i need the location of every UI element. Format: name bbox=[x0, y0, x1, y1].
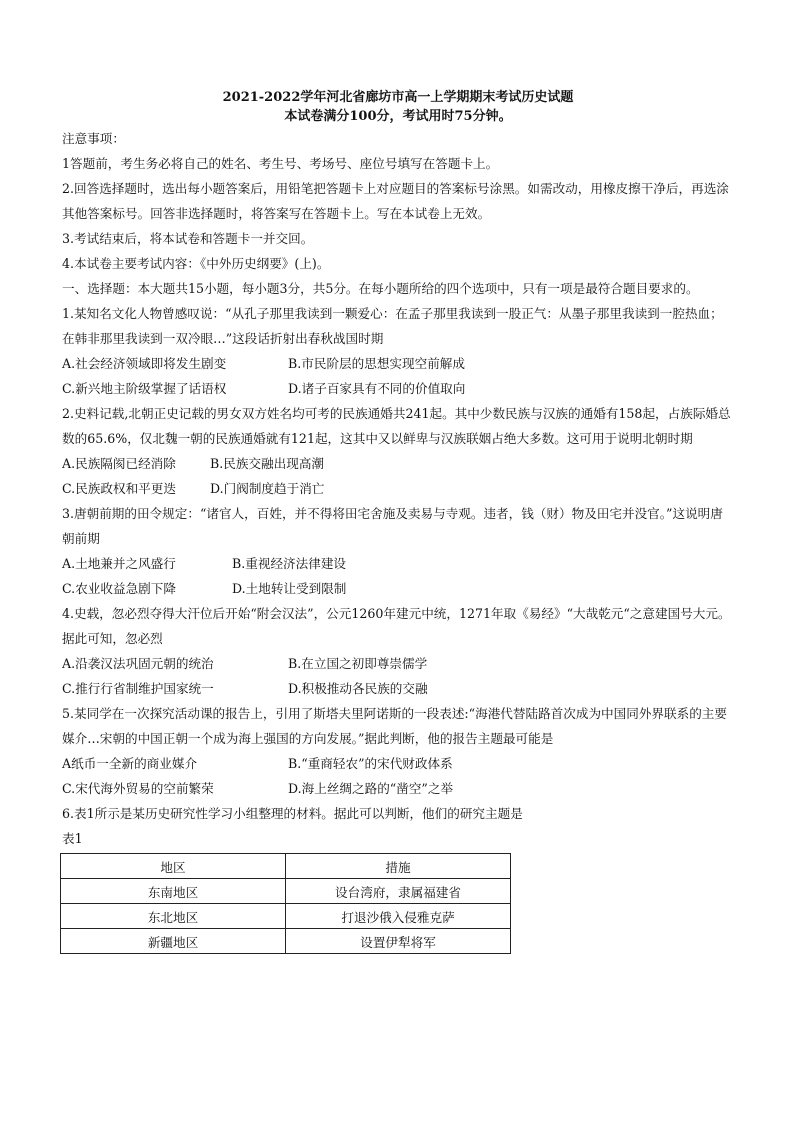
table-row bbox=[61, 879, 511, 904]
option-b: B.重视经济法律建设 bbox=[232, 556, 347, 571]
table-caption: 表1 bbox=[62, 831, 83, 846]
options bbox=[62, 351, 734, 401]
note-item: 4.本试卷主要考试内容：《中外历史纲要》(上)。 bbox=[62, 256, 330, 271]
exam-page bbox=[62, 88, 734, 954]
table-cell: 东北地区 bbox=[61, 904, 286, 929]
option-a: A.民族隔阂已经消除 bbox=[62, 456, 176, 471]
note-item: 2.回答选择题时，选出每小题答案后，用铅笔把答题卡上对应题目的答案标号涂黑。如需改动，用橡皮擦干净后，再选涂其他答案标号。回答非选择题时，将答案写在答题卡上。写在本试卷上无效。 bbox=[62, 181, 729, 221]
table-row bbox=[61, 904, 511, 929]
table-cell: 新疆地区 bbox=[61, 929, 286, 954]
question-stem: 2.史料记载,北朝正史记载的男女双方姓名均可考的民族通婚共241起。其中少数民族与汉族的通婚有158起，占族际婚总数的65.6%，仅北魏一朝的民族通婚就有121起，这其中又以鲜卑与汉族联姻占绝大多数。这可用于说明北朝时期 bbox=[62, 406, 731, 446]
option-a: A.社会经济领域即将发生剧变 bbox=[62, 356, 227, 371]
option-c: C.民族政权和平更迭 bbox=[62, 481, 176, 496]
note-item: 3.考试结束后，将本试卷和答题卡一并交回。 bbox=[62, 231, 314, 246]
option-d: D.海上丝绸之路的“凿空”之举 bbox=[288, 781, 454, 796]
table-header-row bbox=[61, 854, 511, 879]
option-b: B.民族交融出现高潮 bbox=[210, 456, 325, 471]
option-a: A纸币一全新的商业媒介 bbox=[62, 756, 198, 771]
option-d: D.土地转让受到限制 bbox=[232, 581, 347, 596]
options bbox=[62, 551, 734, 601]
table-header-cell: 地区 bbox=[61, 854, 286, 879]
option-d: D.门阀制度趋于消亡 bbox=[210, 481, 325, 496]
note-item: 1答题前，考生务必将自己的姓名、考生号、考场号、座位号填写在答题卡上。 bbox=[62, 156, 499, 171]
table-cell: 打退沙俄入侵雅克萨 bbox=[286, 904, 511, 929]
option-c: C.宋代海外贸易的空前繁荣 bbox=[62, 781, 214, 796]
question-stem: 5.某同学在一次探究活动课的报告上，引用了斯塔夫里阿诺斯的一段表述:“海港代替陆路首次成为中国同外界联系的主要媒介…宋朝的中国正朝一个成为海上强国的方向发展。”据此判断，他的报告主题最可能是 bbox=[62, 706, 727, 746]
options bbox=[62, 451, 734, 501]
question-stem: 4.史载，忽必烈夺得大汗位后开始“附会汉法”，公元1260年建元中统，1271年取《易经》“大哉乾元“之意建国号大元。据此可知，忽必烈 bbox=[62, 606, 731, 646]
notes-heading: 注意事项： bbox=[62, 131, 125, 146]
option-c: C.新兴地主阶级掌握了话语权 bbox=[62, 381, 227, 396]
option-c: C.推行行省制维护国家统一 bbox=[62, 681, 214, 696]
option-c: C.农业收益急剧下降 bbox=[62, 581, 176, 596]
option-b: B.在立国之初即尊崇儒学 bbox=[288, 656, 428, 671]
table-cell: 设台湾府，隶属福建省 bbox=[286, 879, 511, 904]
question-stem: 1.某知名文化人物曾感叹说：“从孔子那里我读到一颗爱心：在孟子那里我读到一股正气：从墨子那里我读到一腔热血；在韩非那里我读到一双冷眼…”这段话折射出春秋战国时期 bbox=[62, 306, 723, 346]
option-d: D.积极推动各民族的交融 bbox=[288, 681, 428, 696]
section-heading: 一、选择题：本大题共15小题，每小题3分，共5分。在每小题所给的四个选项中，只有一项是最符合题目要求的。 bbox=[62, 281, 699, 296]
exam-title: 2021-2022学年河北省廊坊市高一上学期期末考试历史试题 bbox=[222, 90, 574, 105]
table-cell: 设置伊犁将军 bbox=[286, 929, 511, 954]
table-row bbox=[61, 929, 511, 954]
question-stem: 6.表1所示是某历史研究性学习小组整理的材料。据此可以判断，他们的研究主题是 bbox=[62, 806, 523, 821]
measures-table bbox=[60, 853, 511, 954]
option-a: A.沿袭汉法巩固元朝的统治 bbox=[62, 656, 214, 671]
option-b: B.“重商轻农”的宋代财政体系 bbox=[288, 756, 453, 771]
table-header-cell: 措施 bbox=[286, 854, 511, 879]
option-b: B.市民阶层的思想实现空前解成 bbox=[288, 356, 465, 371]
options bbox=[62, 751, 734, 801]
option-d: D.诸子百家具有不同的价值取向 bbox=[288, 381, 466, 396]
options bbox=[62, 651, 734, 701]
option-a: A.土地兼并之风盛行 bbox=[62, 556, 176, 571]
table-cell: 东南地区 bbox=[61, 879, 286, 904]
exam-subtitle: 本试卷满分100分，考试用时75分钟。 bbox=[284, 109, 512, 124]
question-stem: 3.唐朝前期的田令规定：“诸官人，百姓，并不得将田宅舍施及卖易与寺观。违者，钱（财）物及田宅并没官。”这说明唐朝前期 bbox=[62, 506, 723, 546]
